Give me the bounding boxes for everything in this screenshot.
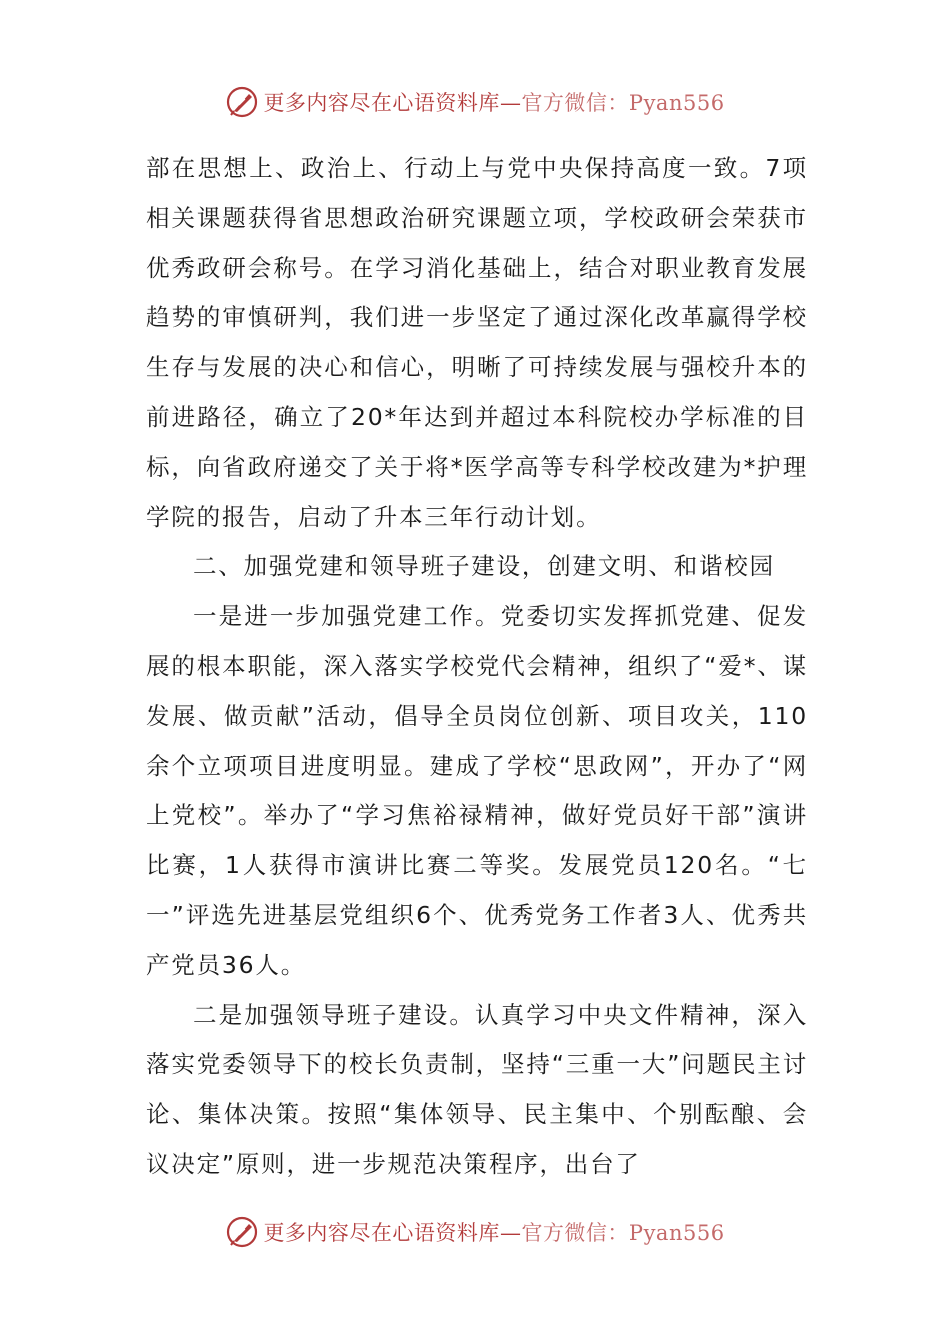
footer-watermark [0,1212,950,1252]
quill-logo-icon [225,85,259,119]
watermark-brand: 更多内容尽在心语资料库 [263,91,500,115]
header-watermark [0,82,950,122]
document-body [146,144,808,1190]
watermark-separator: — [499,91,522,115]
section-heading: 二、加强党建和领导班子建设，创建文明、和谐校园 [193,552,775,581]
watermark-separator: — [499,1221,522,1245]
watermark-text [263,1217,724,1247]
paragraph: 一是进一步加强党建工作。党委切实发挥抓党建、促发展的根本职能，深入落实学校党代会精神，组织了“爱*、谋发展、做贡献”活动，倡导全员岗位创新、项目攻关，110余个立项项目进度明显。建成了学校“思政网”，开办了“网上党校”。举办了“学习焦裕禄精神，做好党员好干部”演讲比赛，1人获得市演讲比赛二等奖。发展党员120名。“七一”评选先进基层党组织6个、优秀党务工作者3人、优秀共产党员36人。 [146,602,808,979]
watermark-brand: 更多内容尽在心语资料库 [263,1221,500,1245]
watermark-contact: 官方微信：Pyan556 [521,1221,725,1245]
quill-logo-icon [225,1215,259,1249]
watermark-contact: 官方微信：Pyan556 [521,91,725,115]
paragraph: 二是加强领导班子建设。认真学习中央文件精神，深入落实党委领导下的校长负责制，坚持“三重一大”问题民主讨论、集体决策。按照“集体领导、民主集中、个别酝酿、会议决定”原则，进一步规范决策程序，出台了 [146,1000,808,1178]
paragraph: 部在思想上、政治上、行动上与党中央保持高度一致。7项相关课题获得省思想政治研究课题立项，学校政研会荣获市优秀政研会称号。在学习消化基础上，结合对职业教育发展趋势的审慎研判，我们进一步坚定了通过深化改革赢得学校生存与发展的决心和信心，明晰了可持续发展与强校升本的前进路径，确立了20*年达到并超过本科院校办学标准的目标，向省政府递交了关于将*医学高等专科学校改建为*护理学院的报告，启动了升本三年行动计划。 [146,154,808,531]
watermark-text [263,87,724,117]
